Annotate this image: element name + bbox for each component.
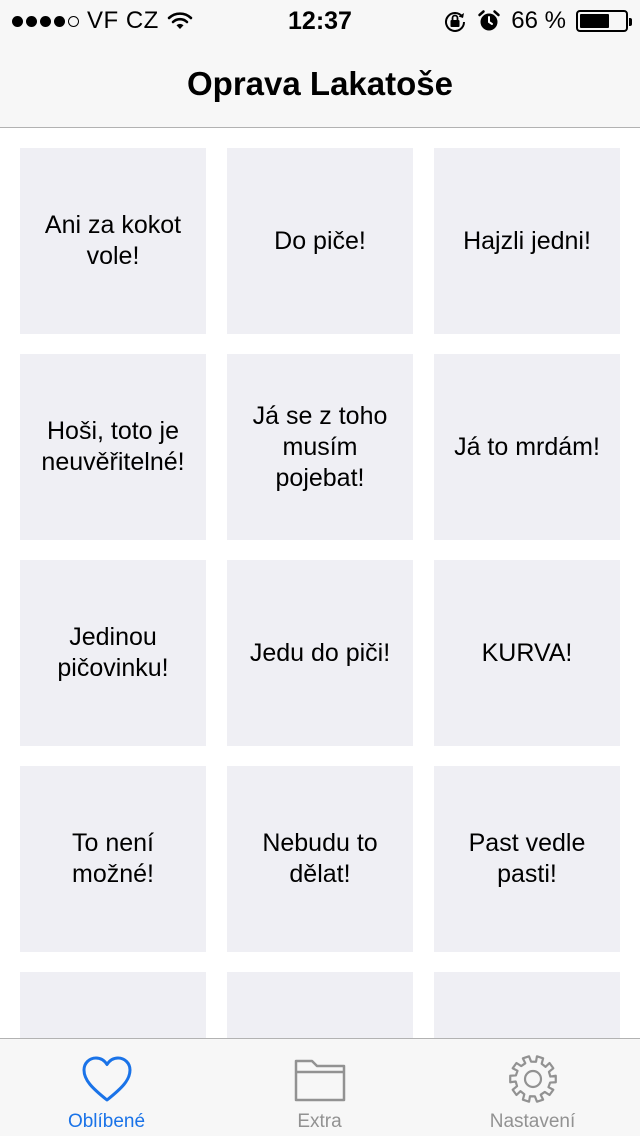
page-title: Oprava Lakatoše	[187, 65, 453, 102]
phrase-tile[interactable]	[434, 560, 620, 746]
carrier-name: VF CZ	[87, 7, 159, 34]
folder-icon	[292, 1053, 348, 1105]
phrase-tile[interactable]	[20, 560, 206, 746]
phrase-tile[interactable]	[434, 354, 620, 540]
phrase-tile[interactable]	[20, 766, 206, 952]
phrase-tile[interactable]	[20, 354, 206, 540]
battery-fill	[580, 14, 609, 28]
phrase-label: Past vedle pasti!	[468, 829, 586, 888]
phrase-label: Do piče!	[274, 226, 366, 255]
phrase-label: To není možné!	[71, 829, 154, 888]
phrase-tile[interactable]	[227, 972, 413, 1038]
phrase-grid	[0, 128, 640, 1038]
battery-percent: 66 %	[511, 7, 566, 34]
status-right	[443, 6, 628, 36]
tab-favorites[interactable]	[0, 1039, 213, 1137]
phrase-tile[interactable]	[434, 766, 620, 952]
phrase-label: Jedinou pičovinku!	[57, 623, 169, 682]
tab-label: Extra	[297, 1111, 342, 1132]
phrase-tile[interactable]	[20, 972, 206, 1038]
phrase-label: Hoši, toto je neuvěřitelné!	[41, 417, 185, 476]
battery-icon	[576, 10, 628, 32]
phrase-label: KURVA!	[481, 638, 573, 667]
tab-extra[interactable]	[213, 1039, 426, 1137]
phrase-label: Jedu do piči!	[249, 638, 391, 667]
phrase-label: Ani za kokot vole!	[44, 211, 182, 270]
phrase-tile[interactable]	[227, 354, 413, 540]
tab-bar	[0, 1038, 640, 1136]
phrase-tile[interactable]	[434, 972, 620, 1038]
rotation-lock-icon	[443, 9, 467, 33]
status-time: 12:37	[288, 7, 352, 35]
status-bar	[0, 0, 640, 40]
phrase-tile[interactable]	[20, 148, 206, 334]
navigation-bar	[0, 40, 640, 128]
tab-label: Oblíbené	[67, 1111, 146, 1132]
gear-icon	[505, 1053, 561, 1105]
tab-label: Nastavení	[489, 1111, 576, 1132]
phrase-label: Já to mrdám!	[454, 432, 600, 461]
phrase-label: Hajzli jedni!	[463, 226, 591, 255]
alarm-icon	[477, 9, 501, 33]
heart-icon	[79, 1053, 135, 1105]
phrase-label: Já se z toho musím pojebat!	[252, 401, 388, 492]
tab-settings[interactable]	[426, 1039, 639, 1137]
phrase-tile[interactable]	[227, 148, 413, 334]
phrase-tile[interactable]	[434, 148, 620, 334]
phrase-tile[interactable]	[227, 560, 413, 746]
phrase-tile[interactable]	[227, 766, 413, 952]
phrase-label: Nebudu to dělat!	[262, 829, 378, 888]
